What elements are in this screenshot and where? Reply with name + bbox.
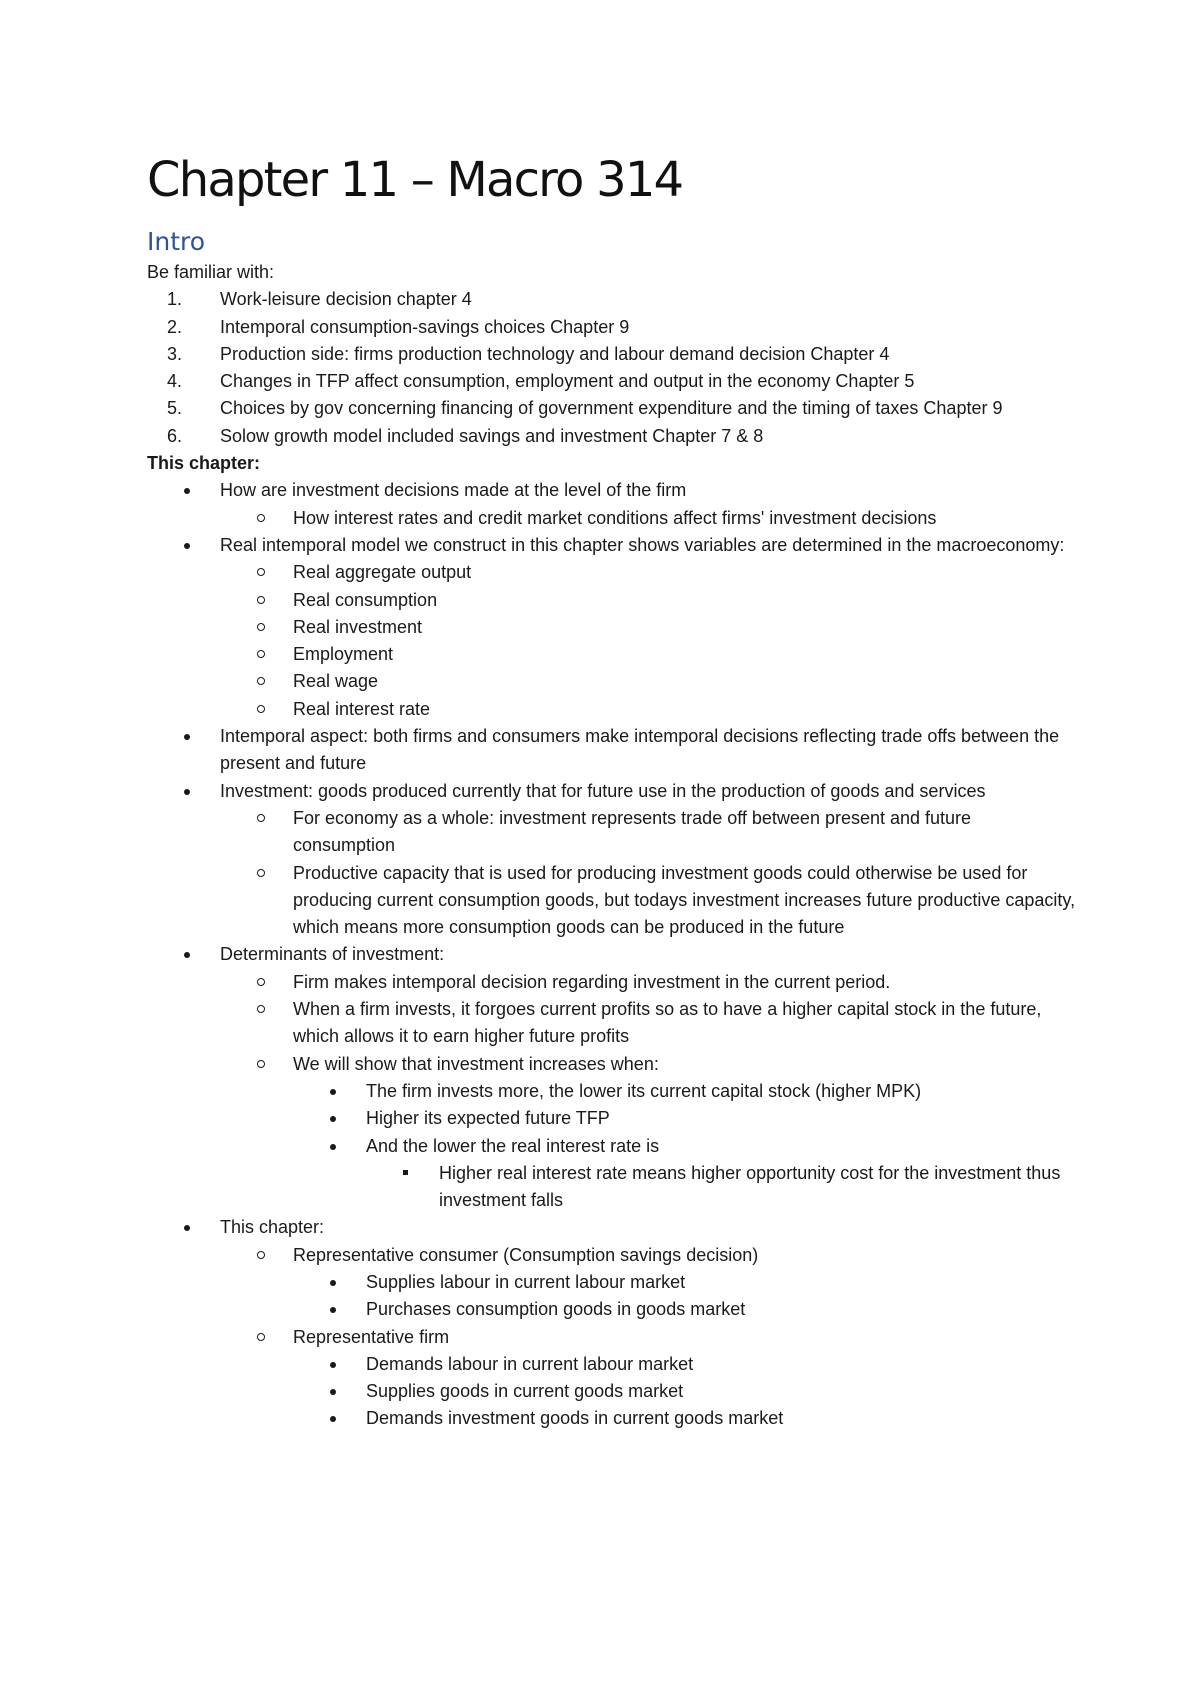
item-text: Intemporal consumption-savings choices Chapter 9 <box>220 316 630 337</box>
bullet-text: Productive capacity that is used for producing investment goods could otherwise be used for producing current consumption goods, but todays investment increases future productive capacity, which means more consumption goods can be produced in the future <box>293 862 1076 938</box>
bullet-text: Firm makes intemporal decision regarding investment in the current period. <box>293 971 891 992</box>
bullet-item <box>147 1324 1077 1351</box>
item-text: Changes in TFP affect consumption, employment and output in the economy Chapter 5 <box>220 371 915 392</box>
bullet-item <box>147 587 1077 614</box>
bullet-text: Representative consumer (Consumption savings decision) <box>293 1244 759 1265</box>
bullet-text: Demands labour in current labour market <box>366 1353 694 1374</box>
bullet-text: Demands investment goods in current goods market <box>366 1408 784 1429</box>
bullet-list <box>147 477 1077 1432</box>
bullet-item <box>147 860 1077 942</box>
item-number: 3. <box>167 343 183 364</box>
bullet-item <box>147 668 1077 695</box>
page-title: Chapter 11 – Macro 314 <box>147 152 683 208</box>
document-page <box>147 148 1077 1433</box>
bullet-text: Higher its expected future TFP <box>366 1108 610 1129</box>
bullet-text: When a firm invests, it forgoes current profits so as to have a higher capital stock in the future, which allows it to earn higher future profits <box>293 999 1042 1047</box>
bullet-item <box>147 696 1077 723</box>
bullet-item <box>147 641 1077 668</box>
this-chapter-label: This chapter: <box>147 453 261 474</box>
numbered-item <box>147 286 1077 313</box>
bullet-text: Real intemporal model we construct in this chapter shows variables are determined in the macroeconomy: <box>220 534 1065 555</box>
bullet-text: For economy as a whole: investment represents trade off between present and future consumption <box>293 807 972 856</box>
bullet-item <box>147 1133 1077 1160</box>
familiar-label: Be familiar with: <box>147 262 275 282</box>
bullet-item <box>147 1051 1077 1078</box>
bullet-item <box>147 1405 1077 1432</box>
bullet-text: Supplies goods in current goods market <box>366 1381 684 1402</box>
item-text: Production side: firms production technology and labour demand decision Chapter 4 <box>220 343 890 364</box>
bullet-item <box>147 969 1077 996</box>
numbered-item <box>147 341 1077 368</box>
bullet-text: The firm invests more, the lower its current capital stock (higher MPK) <box>366 1080 922 1101</box>
bullet-text: Higher real interest rate means higher opportunity cost for the investment thus investment falls <box>439 1162 1061 1211</box>
bullet-item <box>147 1160 1077 1215</box>
bullet-text: Supplies labour in current labour market <box>366 1271 686 1292</box>
bullet-item <box>147 778 1077 805</box>
bullet-text: Purchases consumption goods in goods market <box>366 1299 746 1320</box>
item-text: Solow growth model included savings and investment Chapter 7 & 8 <box>220 425 764 446</box>
numbered-item <box>147 368 1077 395</box>
bullet-item <box>147 532 1077 559</box>
bullet-item <box>147 1296 1077 1323</box>
bullet-item <box>147 996 1077 1051</box>
item-number: 6. <box>167 425 183 446</box>
familiar-list <box>147 286 1077 450</box>
bullet-text: And the lower the real interest rate is <box>366 1135 660 1156</box>
bullet-item <box>147 1269 1077 1296</box>
bullet-text: Real consumption <box>293 589 438 610</box>
bullet-item <box>147 723 1077 778</box>
bullet-text: Investment: goods produced currently that for future use in the production of goods and services <box>220 780 986 801</box>
bullet-item <box>147 1351 1077 1378</box>
bullet-item <box>147 1078 1077 1105</box>
bullet-text: Real aggregate output <box>293 562 472 583</box>
bullet-item <box>147 505 1077 532</box>
bullet-text: This chapter: <box>220 1217 325 1238</box>
bullet-text: Real wage <box>293 671 379 692</box>
bullet-text: How interest rates and credit market conditions affect firms' investment decisions <box>293 507 937 528</box>
bullet-item <box>147 1242 1077 1269</box>
item-number: 4. <box>167 371 183 392</box>
item-number: 1. <box>167 289 183 310</box>
item-number: 2. <box>167 316 183 337</box>
bullet-text: Real investment <box>293 616 423 637</box>
bullet-item <box>147 805 1077 860</box>
item-text: Choices by gov concerning financing of government expenditure and the timing of taxes Chapter 9 <box>220 398 1003 419</box>
numbered-item <box>147 314 1077 341</box>
bullet-text: Real interest rate <box>293 698 431 719</box>
bullet-item <box>147 1105 1077 1132</box>
bullet-text: Representative firm <box>293 1326 450 1347</box>
item-text: Work-leisure decision chapter 4 <box>220 289 472 310</box>
bullet-text: Employment <box>293 644 394 665</box>
section-heading-intro: Intro <box>147 227 206 256</box>
bullet-text: How are investment decisions made at the level of the firm <box>220 480 687 501</box>
bullet-item <box>147 559 1077 586</box>
bullet-item <box>147 1214 1077 1241</box>
numbered-item <box>147 395 1077 422</box>
bullet-item <box>147 614 1077 641</box>
bullet-item <box>147 1378 1077 1405</box>
bullet-item <box>147 477 1077 504</box>
bullet-item <box>147 941 1077 968</box>
bullet-text: We will show that investment increases when: <box>293 1053 659 1074</box>
bullet-text: Intemporal aspect: both firms and consumers make intemporal decisions reflecting trade offs between the present and future <box>220 726 1060 774</box>
item-number: 5. <box>167 398 183 419</box>
numbered-item <box>147 423 1077 450</box>
bullet-text: Determinants of investment: <box>220 944 445 965</box>
